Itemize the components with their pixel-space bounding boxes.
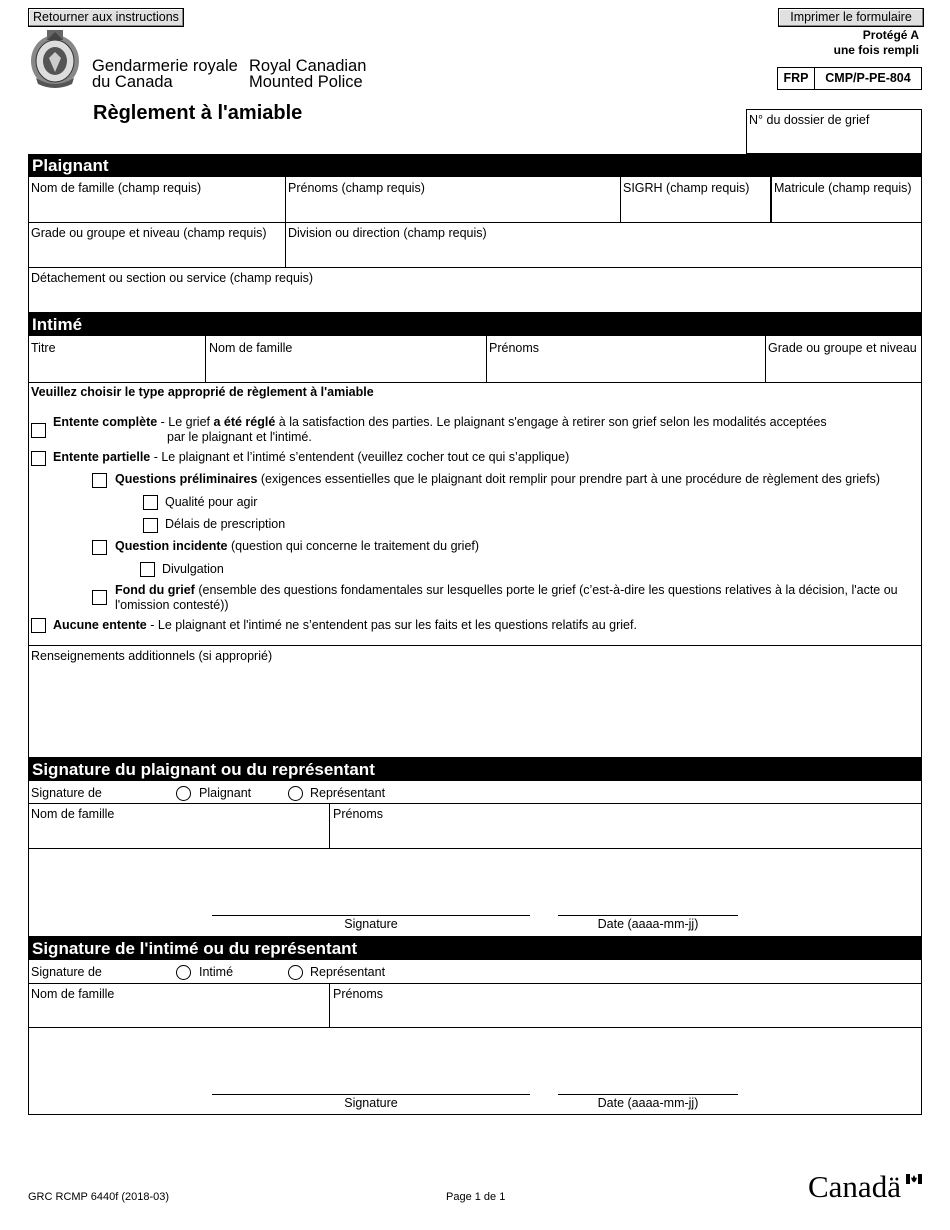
entente-partielle-checkbox[interactable]	[31, 451, 46, 466]
intime-header: Intimé	[28, 313, 922, 336]
question-incidente-label: Question incidente (question qui concerne le traitement du grief)	[115, 539, 480, 553]
rcmp-crest-icon	[28, 28, 82, 90]
delais-prescription-label: Délais de prescription	[165, 517, 286, 531]
fond-du-grief-label-cont: l'omission contesté))	[115, 598, 229, 612]
plaignant-grade-field[interactable]: Grade ou groupe et niveau (champ requis)	[31, 226, 267, 240]
canada-flag-icon	[906, 1174, 922, 1184]
additional-info-field[interactable]: Renseignements additionnels (si approprié)	[31, 649, 273, 663]
sig-intime-nom-field[interactable]: Nom de famille	[31, 987, 115, 1001]
entente-complete-checkbox[interactable]	[31, 423, 46, 438]
form-code-box	[777, 67, 922, 90]
grievance-file-field[interactable]	[746, 109, 922, 154]
footer-form-id: GRC RCMP 6440f (2018-03)	[28, 1191, 170, 1203]
agency-en-line2: Mounted Police	[249, 73, 363, 91]
page-title: Règlement à l'amiable	[93, 102, 303, 124]
plaignant-detachement-field[interactable]: Détachement ou section ou service (champ requis)	[31, 271, 314, 285]
sig-intime-prenoms-field[interactable]: Prénoms	[333, 987, 384, 1001]
intime-nom-field[interactable]: Nom de famille	[209, 341, 293, 355]
questions-preliminaires-label: Questions préliminaires (exigences essentielles que le plaignant doit remplir pour prendre part à une procédure de règlement des griefs)	[115, 472, 881, 486]
sig-plaignant-date-label: Date (aaaa-mm-jj)	[597, 917, 699, 931]
sig-intime-radio-intime-label: Intimé	[199, 965, 234, 979]
agency-fr-line2: du Canada	[92, 73, 173, 91]
sig-plaignant-radio-plaignant-label: Plaignant	[199, 786, 252, 800]
qualite-pour-agir-checkbox[interactable]	[143, 495, 158, 510]
plaignant-header: Plaignant	[28, 154, 922, 177]
sig-plaignant-signature-de: Signature de	[31, 786, 102, 800]
back-to-instructions-button[interactable]: Retourner aux instructions	[28, 8, 184, 27]
plaignant-matricule-field[interactable]: Matricule (champ requis)	[774, 181, 912, 195]
sig-plaignant-radio-plaignant[interactable]	[176, 786, 191, 801]
form-code: CMP/P-PE-804	[825, 71, 911, 85]
sig-intime-signature-label: Signature	[344, 1096, 398, 1110]
intime-grade-field[interactable]: Grade ou groupe et niveau	[768, 341, 917, 355]
sig-intime-header: Signature de l'intimé ou du représentant	[28, 937, 922, 960]
footer-page-number: Page 1 de 1	[446, 1191, 506, 1203]
sig-plaignant-header: Signature du plaignant ou du représentant	[28, 758, 922, 781]
aucune-entente-checkbox[interactable]	[31, 618, 46, 633]
sig-plaignant-prenoms-field[interactable]: Prénoms	[333, 807, 384, 821]
intime-prenoms-field[interactable]: Prénoms	[489, 341, 540, 355]
fond-du-grief-checkbox[interactable]	[92, 590, 107, 605]
entente-complete-label-cont: par le plaignant et l'intimé.	[167, 430, 312, 444]
sig-plaignant-signature-label: Signature	[344, 917, 398, 931]
intime-titre-field[interactable]: Titre	[31, 341, 56, 355]
canada-wordmark: Canadä	[808, 1169, 901, 1204]
sig-plaignant-nom-field[interactable]: Nom de famille	[31, 807, 115, 821]
sig-plaignant-section	[28, 781, 922, 937]
fond-du-grief-label: Fond du grief (ensemble des questions fondamentales sur lesquelles porte le grief (c’est-à-dire les questions relatives à la décision, l'acte ou	[115, 583, 898, 597]
questions-preliminaires-checkbox[interactable]	[92, 473, 107, 488]
sig-plaignant-signature-line[interactable]	[212, 915, 530, 916]
print-form-button[interactable]: Imprimer le formulaire	[778, 8, 924, 27]
sig-intime-signature-line[interactable]	[212, 1094, 530, 1095]
sig-intime-date-line[interactable]	[558, 1094, 738, 1095]
protected-line2: une fois rempli	[833, 43, 919, 57]
sig-plaignant-radio-representant[interactable]	[288, 786, 303, 801]
plaignant-division-field[interactable]: Division ou direction (champ requis)	[288, 226, 487, 240]
sig-intime-date-label: Date (aaaa-mm-jj)	[597, 1096, 699, 1110]
protected-line1: Protégé A	[862, 28, 919, 42]
sig-plaignant-radio-representant-label: Représentant	[310, 786, 386, 800]
divulgation-label: Divulgation	[162, 562, 224, 576]
plaignant-prenoms-field[interactable]: Prénoms (champ requis)	[288, 181, 425, 195]
question-incidente-checkbox[interactable]	[92, 540, 107, 555]
agency-fr-line1: Gendarmerie royale	[92, 57, 238, 75]
sig-intime-radio-representant-label: Représentant	[310, 965, 386, 979]
settlement-type-instruction: Veuillez choisir le type approprié de règlement à l'amiable	[31, 385, 374, 399]
sig-intime-radio-representant[interactable]	[288, 965, 303, 980]
entente-partielle-label: Entente partielle - Le plaignant et l’intimé s’entendent (veuillez cocher tout ce qui s’applique)	[53, 450, 570, 464]
divulgation-checkbox[interactable]	[140, 562, 155, 577]
frp-label: FRP	[783, 71, 809, 85]
plaignant-nom-field[interactable]: Nom de famille (champ requis)	[31, 181, 202, 195]
aucune-entente-label: Aucune entente - Le plaignant et l'intimé ne s’entendent pas sur les faits et les questions relatifs au grief.	[53, 618, 637, 632]
plaignant-sigrh-field[interactable]: SIGRH (champ requis)	[623, 181, 750, 195]
sig-intime-radio-intime[interactable]	[176, 965, 191, 980]
grievance-file-label: N° du dossier de grief	[749, 113, 870, 127]
qualite-pour-agir-label: Qualité pour agir	[165, 495, 258, 509]
plaignant-section	[28, 177, 922, 313]
sig-plaignant-date-line[interactable]	[558, 915, 738, 916]
agency-en-line1: Royal Canadian	[249, 57, 367, 75]
sig-intime-signature-de: Signature de	[31, 965, 102, 979]
entente-complete-label: Entente complète - Le grief a été réglé à la satisfaction des parties. Le plaignant s'engage à retirer son grief selon les modalités acceptées	[53, 415, 827, 429]
delais-prescription-checkbox[interactable]	[143, 518, 158, 533]
